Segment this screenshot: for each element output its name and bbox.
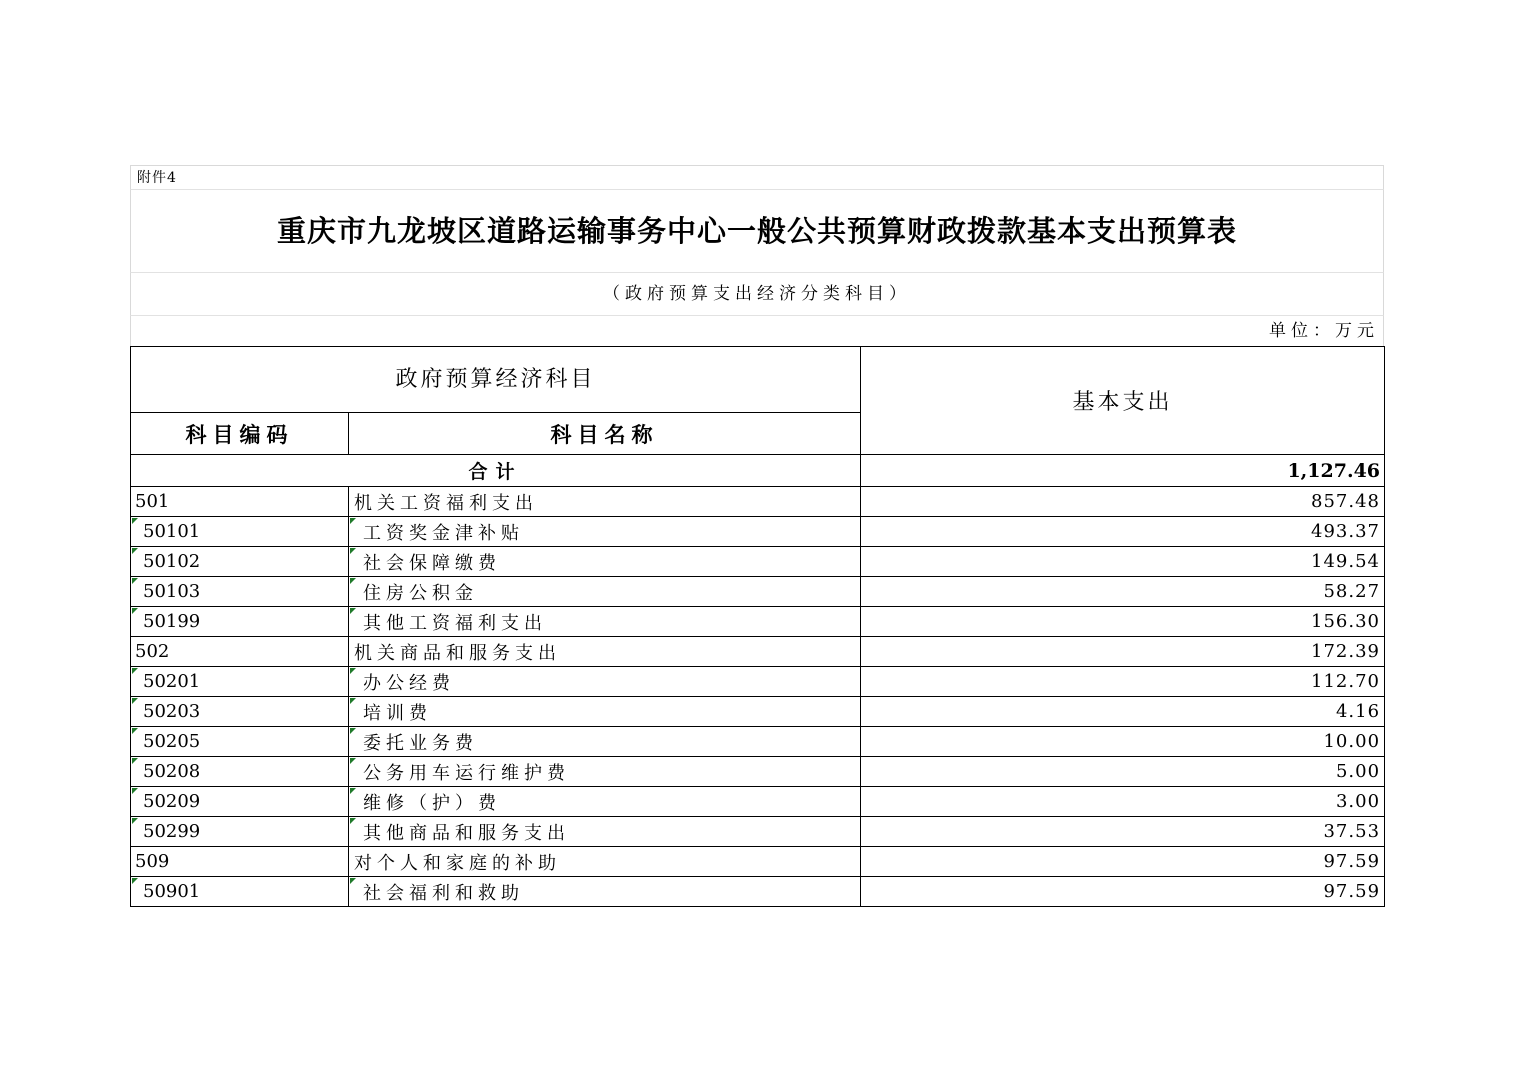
table-row (131, 487, 1385, 517)
subject-name-cell: 工资奖金津补贴 (349, 517, 861, 547)
table-row (131, 817, 1385, 847)
title-row (130, 190, 1384, 273)
subject-code-cell: 502 (131, 637, 349, 667)
basic-expenditure-cell: 37.53 (861, 817, 1385, 847)
subject-name-cell: 社会保障缴费 (349, 547, 861, 577)
unit-label: 单位：万元 (130, 316, 1384, 346)
attachment-label: 附件4 (130, 165, 1384, 190)
header-basic-expenditure: 基本支出 (861, 347, 1385, 455)
table-row (131, 697, 1385, 727)
subject-code-cell: 50103 (131, 577, 349, 607)
header-economic-subject: 政府预算经济科目 (131, 347, 861, 413)
subject-code-cell: 50201 (131, 667, 349, 697)
subject-name-cell: 办公经费 (349, 667, 861, 697)
budget-table (130, 346, 1385, 907)
subject-name-cell: 维修（护）费 (349, 787, 861, 817)
document-title: 重庆市九龙坡区道路运输事务中心一般公共预算财政拨款基本支出预算表 (276, 213, 1237, 248)
basic-expenditure-cell: 97.59 (861, 877, 1385, 907)
header-subject-code: 科目编码 (131, 413, 349, 455)
basic-expenditure-cell: 4.16 (861, 697, 1385, 727)
subject-name-cell: 公务用车运行维护费 (349, 757, 861, 787)
budget-table-body (131, 347, 1385, 907)
header-subject-name: 科目名称 (349, 413, 861, 455)
subject-name-cell: 机关工资福利支出 (349, 487, 861, 517)
basic-expenditure-cell: 97.59 (861, 847, 1385, 877)
basic-expenditure-cell: 10.00 (861, 727, 1385, 757)
table-row (131, 667, 1385, 697)
table-row (131, 847, 1385, 877)
table-row (131, 547, 1385, 577)
basic-expenditure-cell: 5.00 (861, 757, 1385, 787)
basic-expenditure-cell: 857.48 (861, 487, 1385, 517)
subject-code-cell: 50101 (131, 517, 349, 547)
subject-code-cell: 50203 (131, 697, 349, 727)
subject-code-cell: 50102 (131, 547, 349, 577)
subject-code-cell: 501 (131, 487, 349, 517)
basic-expenditure-cell: 172.39 (861, 637, 1385, 667)
subject-code-cell: 50199 (131, 607, 349, 637)
subject-code-cell: 50901 (131, 877, 349, 907)
table-row (131, 607, 1385, 637)
table-row (131, 727, 1385, 757)
subject-name-cell: 其他商品和服务支出 (349, 817, 861, 847)
table-row (131, 757, 1385, 787)
basic-expenditure-cell: 156.30 (861, 607, 1385, 637)
subject-name-cell: 社会福利和救助 (349, 877, 861, 907)
subject-code-cell: 50205 (131, 727, 349, 757)
header-row-group (131, 347, 1385, 413)
table-row (131, 877, 1385, 907)
table-row (131, 637, 1385, 667)
basic-expenditure-cell: 3.00 (861, 787, 1385, 817)
table-row (131, 787, 1385, 817)
subject-code-cell: 50299 (131, 817, 349, 847)
table-row (131, 517, 1385, 547)
subject-name-cell: 住房公积金 (349, 577, 861, 607)
subject-name-cell: 其他工资福利支出 (349, 607, 861, 637)
total-label: 合计 (131, 455, 861, 487)
basic-expenditure-cell: 493.37 (861, 517, 1385, 547)
total-value: 1,127.46 (861, 455, 1385, 487)
subject-name-cell: 委托业务费 (349, 727, 861, 757)
basic-expenditure-cell: 112.70 (861, 667, 1385, 697)
subject-code-cell: 509 (131, 847, 349, 877)
document-subtitle: （政府预算支出经济分类科目） (130, 273, 1384, 316)
basic-expenditure-cell: 149.54 (861, 547, 1385, 577)
subject-code-cell: 50209 (131, 787, 349, 817)
subject-name-cell: 对个人和家庭的补助 (349, 847, 861, 877)
subject-name-cell: 机关商品和服务支出 (349, 637, 861, 667)
basic-expenditure-cell: 58.27 (861, 577, 1385, 607)
total-row (131, 455, 1385, 487)
budget-sheet (130, 165, 1384, 907)
table-row (131, 577, 1385, 607)
subject-code-cell: 50208 (131, 757, 349, 787)
subject-name-cell: 培训费 (349, 697, 861, 727)
